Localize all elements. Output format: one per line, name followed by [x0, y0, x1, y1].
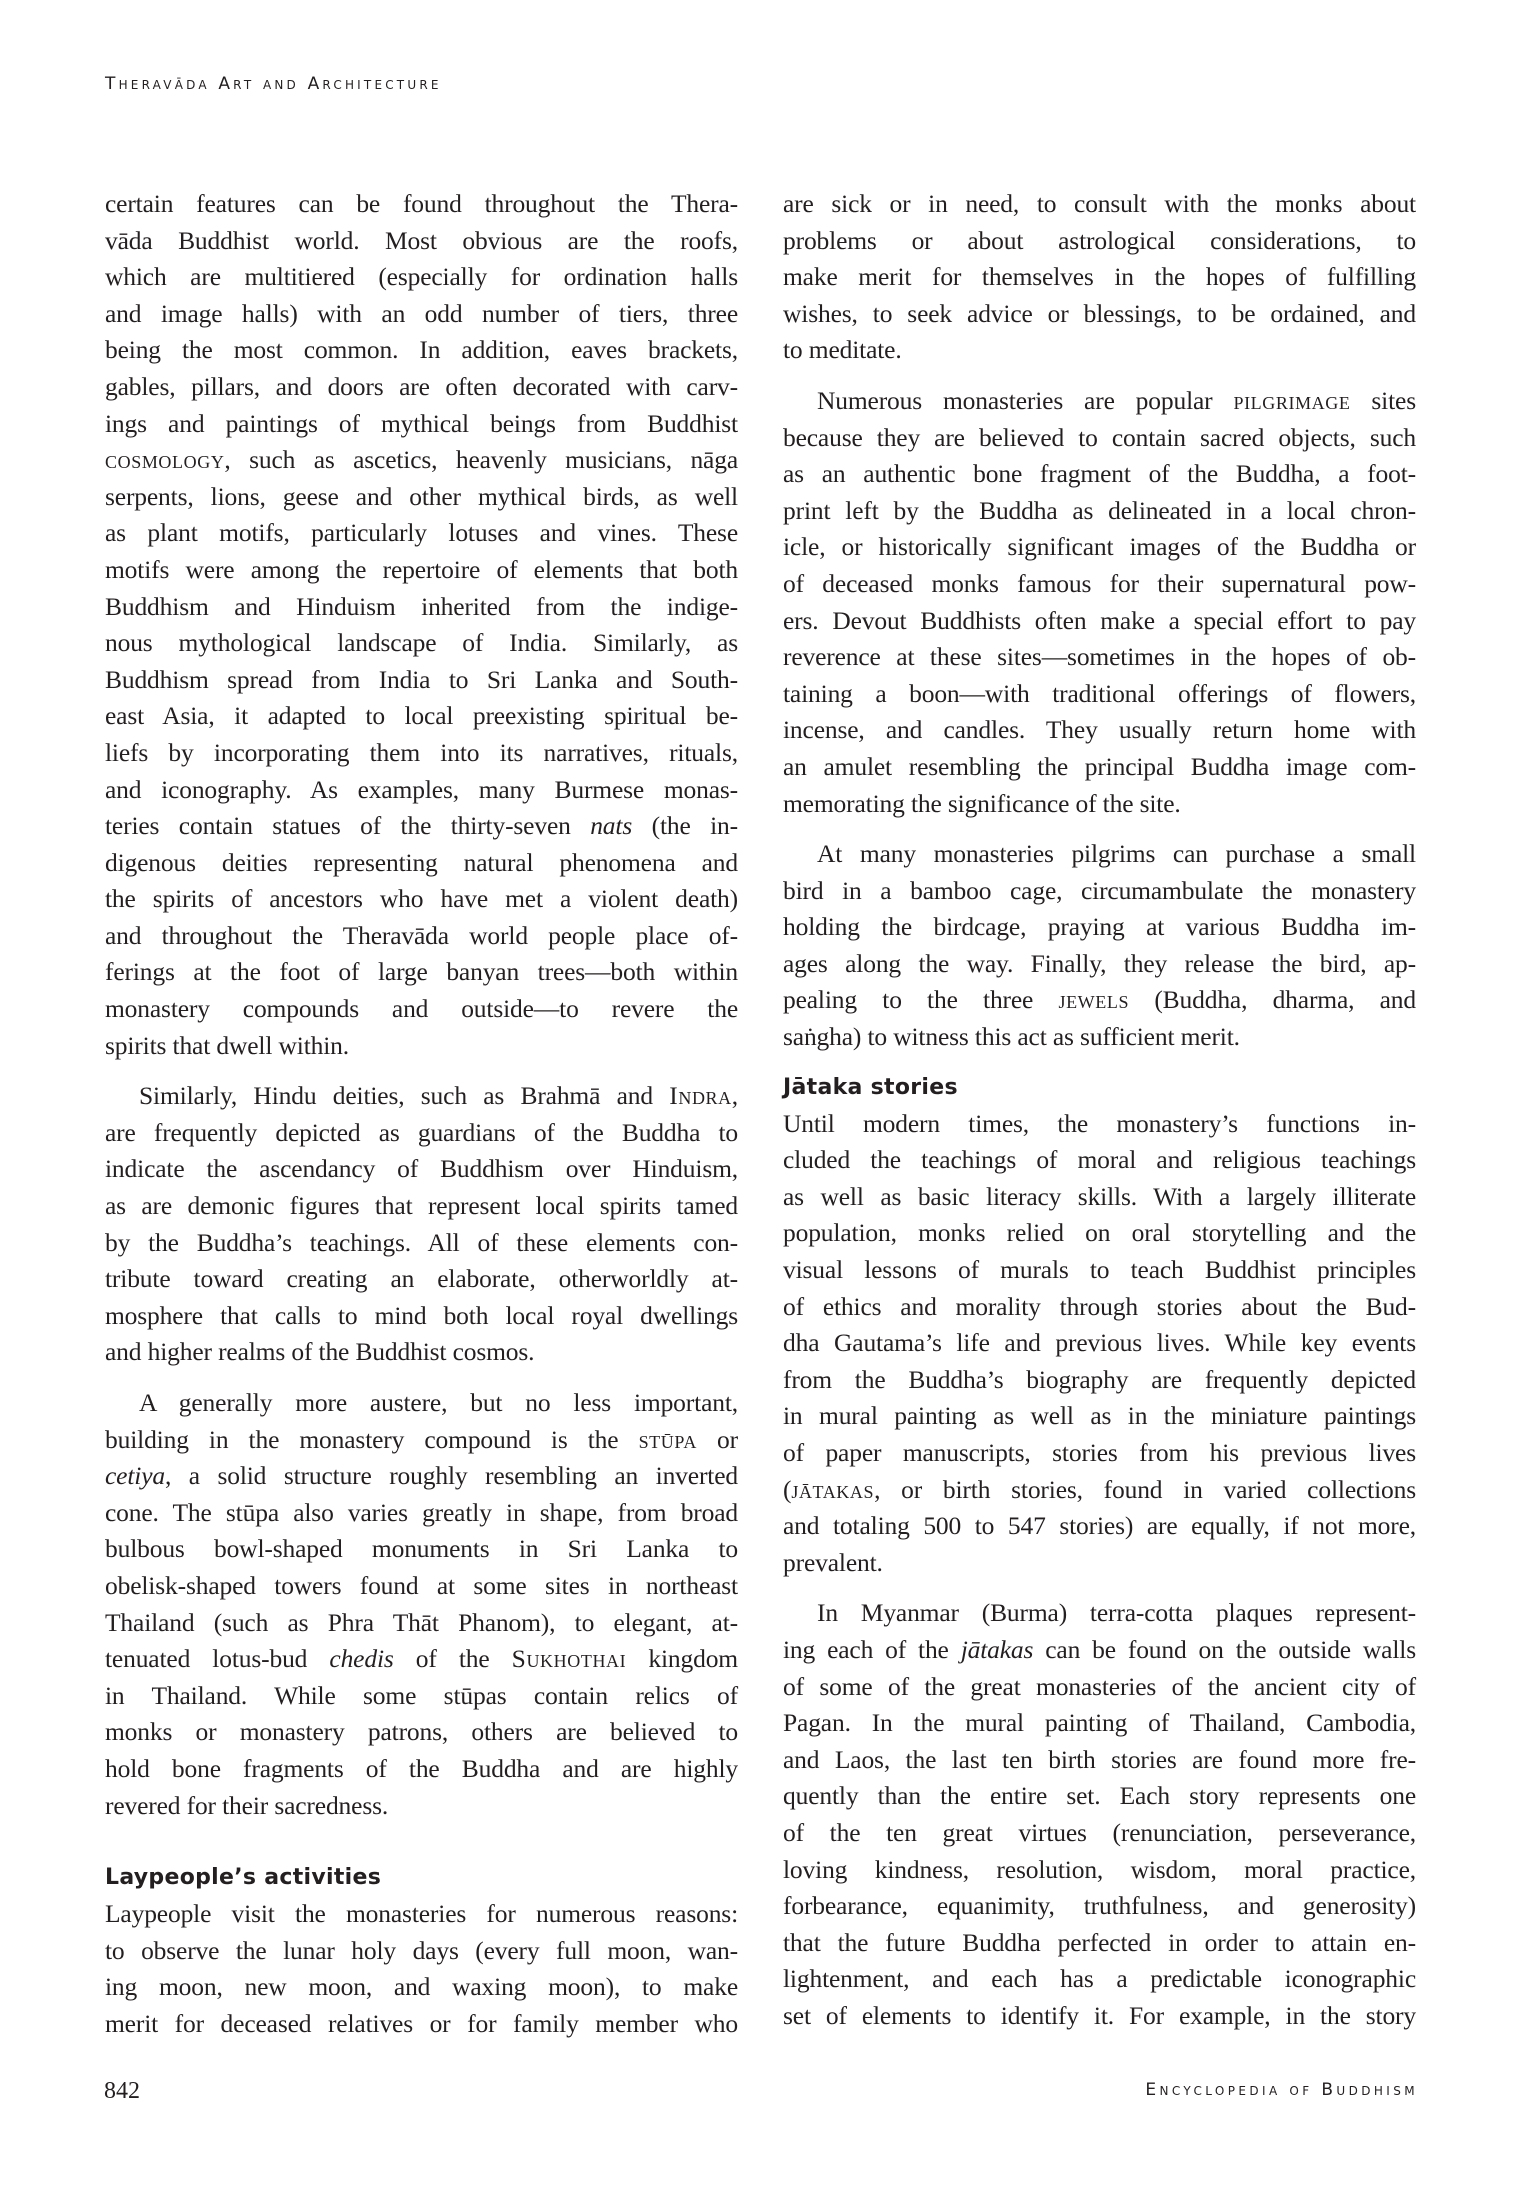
text-line: [105, 1641, 738, 1678]
left-column: [105, 186, 738, 2043]
text-line: merit for deceased relatives or for family member who: [105, 2008, 738, 2038]
page-number: 842: [104, 2078, 140, 2104]
text-line: monastery compounds and outside—to revere the: [105, 994, 738, 1024]
text-line: reverence at these sites—sometimes in the hopes of ob-: [783, 642, 1416, 672]
right-column: [783, 186, 1416, 2035]
text-line: and throughout the Theravāda world people place of-: [105, 920, 738, 950]
text-line: bulbous bowl-shaped monuments in Sri Lanka to: [105, 1534, 738, 1564]
text-line: [105, 1078, 738, 1115]
text-segment: of the: [393, 1644, 512, 1674]
text-line: gables, pillars, and doors are often decorated with carv-: [105, 371, 738, 401]
text-line: nous mythological landscape of India. Similarly, as: [105, 628, 738, 658]
text-line: to observe the lunar holy days (every full moon, wan-: [105, 1935, 738, 1965]
paragraph-gap: [783, 1581, 1416, 1595]
text-segment: ,: [731, 1081, 738, 1111]
paragraph-gap: [783, 822, 1416, 836]
text-line: [783, 383, 1416, 420]
text-line: and Laos, the last ten birth stories are found more fre-: [783, 1744, 1416, 1774]
text-line: incense, and candles. They usually return home with: [783, 715, 1416, 745]
text-line: vāda Buddhist world. Most obvious are the roofs,: [105, 225, 738, 255]
text-segment: ing each of the: [783, 1634, 961, 1664]
paragraph: [105, 1078, 738, 1371]
italic-term: chedis: [329, 1644, 394, 1674]
cross-reference: Indra: [669, 1081, 732, 1111]
text-line: Until modern times, the monastery’s functions in-: [783, 1108, 1416, 1138]
cross-reference: pilgrimage: [1233, 385, 1351, 415]
text-segment: Similarly, Hindu deities, such as Brahmā and: [139, 1081, 670, 1111]
text-segment: , or birth stories, found in varied collections: [874, 1474, 1416, 1504]
text-line: because they are believed to contain sacred objects, such: [783, 422, 1416, 452]
text-segment: (Buddha, dharma, and: [1129, 985, 1416, 1015]
section-gap: [105, 1824, 738, 1860]
text-segment: building in the monastery compound is the: [105, 1424, 639, 1454]
section-heading-jataka: Jātaka stories: [783, 1074, 958, 1100]
text-line: east Asia, it adapted to local preexisting spiritual be-: [105, 701, 738, 731]
text-line: to meditate.: [783, 335, 902, 365]
text-line: of some of the great monasteries of the ancient city of: [783, 1671, 1416, 1701]
cross-reference: jewels: [1058, 985, 1130, 1015]
paragraph: [783, 836, 1416, 1056]
paragraph: [105, 186, 738, 1064]
text-line: being the most common. In addition, eaves brackets,: [105, 335, 738, 365]
text-line: [783, 1632, 1416, 1669]
text-line: Buddhism spread from India to Sri Lanka and South-: [105, 664, 738, 694]
text-line: prevalent.: [783, 1547, 883, 1577]
text-line: forbearance, equanimity, truthfulness, and generosity): [783, 1891, 1416, 1921]
text-line: loving kindness, resolution, wisdom, moral practice,: [783, 1854, 1416, 1884]
text-line: ings and paintings of mythical beings from Buddhist: [105, 408, 738, 438]
text-line: certain features can be found throughout the Thera-: [105, 189, 738, 218]
text-line: In Myanmar (Burma) terra-cotta plaques represent-: [817, 1598, 1416, 1628]
text-line: [783, 1472, 1416, 1509]
text-line: ers. Devout Buddhists often make a special effort to pay: [783, 605, 1416, 635]
paragraph: [783, 186, 1416, 369]
cross-reference: jātakas: [791, 1474, 875, 1504]
text-line: liefs by incorporating them into its narratives, rituals,: [105, 737, 738, 767]
paragraph-gap: [105, 1371, 738, 1385]
text-line: hold bone fragments of the Buddha and are highly: [105, 1753, 738, 1783]
text-line: of the ten great virtues (renunciation, perseverance,: [783, 1817, 1416, 1847]
text-line: serpents, lions, geese and other mythical birds, as well: [105, 481, 738, 511]
text-line: as are demonic figures that represent local spirits tamed: [105, 1191, 738, 1221]
text-line: indicate the ascendancy of Buddhism over Hinduism,: [105, 1154, 738, 1184]
text-line: and iconography. As examples, many Burmese monas-: [105, 774, 738, 804]
paragraph: [105, 1385, 738, 1824]
text-line: taining a boon—with traditional offerings of flowers,: [783, 678, 1416, 708]
text-line: in mural painting as well as in the miniature paintings: [783, 1401, 1416, 1431]
text-line: and higher realms of the Buddhist cosmos.: [105, 1337, 535, 1367]
text-line: [105, 1458, 738, 1495]
text-line: bird in a bamboo cage, circumambulate the monastery: [783, 875, 1416, 905]
text-line: holding the birdcage, praying at various Buddha im-: [783, 912, 1416, 942]
text-line: ages along the way. Finally, they release the bird, ap-: [783, 948, 1416, 978]
text-line: ing moon, new moon, and waxing moon), to make: [105, 1972, 738, 2002]
text-line: motifs were among the repertoire of elements that both: [105, 554, 738, 584]
text-line: problems or about astrological considerations, to: [783, 225, 1416, 255]
cross-reference: stūpa: [638, 1424, 697, 1454]
text-line: dha Gautama’s life and previous lives. While key events: [783, 1328, 1416, 1358]
text-line: as well as basic literacy skills. With a largely illiterate: [783, 1181, 1416, 1211]
text-line: are frequently depicted as guardians of the Buddha to: [105, 1117, 738, 1147]
text-line: [105, 1422, 738, 1459]
cross-reference: Sukhothai: [511, 1644, 627, 1674]
italic-term: cetiya: [105, 1461, 165, 1491]
text-line: quently than the entire set. Each story represents one: [783, 1781, 1416, 1811]
text-segment: kingdom: [626, 1644, 738, 1674]
text-line: print left by the Buddha as delineated in a local chron-: [783, 495, 1416, 525]
text-segment: can be found on the outside walls: [1033, 1634, 1416, 1664]
text-line: At many monasteries pilgrims can purchase a small: [817, 839, 1416, 869]
text-line: spirits that dwell within.: [105, 1030, 350, 1060]
text-segment: teries contain statues of the thirty-seven: [105, 811, 591, 841]
paragraph: [105, 1896, 738, 2042]
paragraph: [783, 1106, 1416, 1582]
text-line: monks or monastery patrons, others are believed to: [105, 1717, 738, 1747]
text-line: and image halls) with an odd number of tiers, three: [105, 298, 738, 328]
running-head: Theravāda Art and Architecture: [105, 74, 442, 94]
text-line: set of elements to identify it. For example, in the story: [783, 2000, 1416, 2030]
text-line: from the Buddha’s biography are frequently depicted: [783, 1364, 1416, 1394]
text-line: revered for their sacredness.: [105, 1790, 389, 1820]
text-line: make merit for themselves in the hopes of fulfilling: [783, 262, 1416, 292]
paragraph-gap: [783, 369, 1416, 383]
italic-term: jātakas: [960, 1634, 1034, 1664]
text-line: [105, 808, 738, 845]
text-line: an amulet resembling the principal Buddha image com-: [783, 751, 1416, 781]
text-line: Pagan. In the mural painting of Thailand, Cambodia,: [783, 1708, 1416, 1738]
text-line: and totaling 500 to 547 stories) are equally, if not more,: [783, 1511, 1416, 1541]
text-line: as plant motifs, particularly lotuses and vines. These: [105, 518, 738, 548]
cross-reference: cosmology: [105, 445, 225, 475]
text-line: [783, 982, 1416, 1019]
paragraph: [783, 383, 1416, 822]
text-line: A generally more austere, but no less important,: [139, 1388, 738, 1417]
text-segment: (: [783, 1474, 792, 1504]
text-line: saṅgha) to witness this act as sufficient merit.: [783, 1022, 1240, 1052]
text-line: wishes, to seek advice or blessings, to be ordained, and: [783, 298, 1416, 328]
text-line: of paper manuscripts, stories from his previous lives: [783, 1438, 1416, 1467]
text-line: visual lessons of murals to teach Buddhist principles: [783, 1255, 1416, 1285]
text-line: digenous deities representing natural phenomena and: [105, 847, 738, 877]
text-segment: , a solid structure roughly resembling an inverted: [164, 1461, 738, 1491]
text-segment: Numerous monasteries are popular: [817, 385, 1234, 415]
text-line: cone. The stūpa also varies greatly in shape, from broad: [105, 1497, 738, 1527]
paragraph-gap: [783, 1056, 1416, 1070]
text-line: are sick or in need, to consult with the monks about: [783, 189, 1416, 218]
text-line: icle, or historically significant images of the Buddha or: [783, 532, 1416, 562]
text-line: Thailand (such as Phra Thāt Phanom), to elegant, at-: [105, 1607, 738, 1637]
text-line: tribute toward creating an elaborate, otherworldly at-: [105, 1264, 738, 1294]
text-line: which are multitiered (especially for ordination halls: [105, 262, 738, 292]
text-line: obelisk-shaped towers found at some sites in northeast: [105, 1570, 738, 1600]
paragraph: [783, 1595, 1416, 2034]
text-segment: (the in-: [632, 811, 739, 841]
footer-book-title: Encyclopedia of Buddhism: [1145, 2080, 1418, 2100]
text-line: Laypeople visit the monasteries for numerous reasons:: [105, 1899, 738, 1929]
text-line: cluded the teachings of moral and religious teachings: [783, 1145, 1416, 1175]
italic-term: nats: [590, 811, 633, 841]
section-heading-laypeople: Laypeople’s activities: [105, 1865, 382, 1891]
text-segment: sites: [1350, 385, 1416, 415]
text-line: population, monks relied on oral storytelling and the: [783, 1218, 1416, 1248]
text-line: of deceased monks famous for their supernatural pow-: [783, 568, 1416, 598]
text-segment: tenuated lotus-bud: [105, 1644, 330, 1674]
text-line: memorating the significance of the site.: [783, 788, 1181, 818]
text-line: Buddhism and Hinduism inherited from the indige-: [105, 591, 738, 621]
text-segment: pealing to the three: [783, 985, 1059, 1015]
text-line: as an authentic bone fragment of the Buddha, a foot-: [783, 459, 1416, 489]
text-line: mosphere that calls to mind both local royal dwellings: [105, 1300, 738, 1330]
text-line: that the future Buddha perfected in order to attain en-: [783, 1927, 1416, 1957]
text-segment: , such as ascetics, heavenly musicians, nāga: [224, 445, 738, 475]
text-line: [105, 442, 738, 479]
text-line: the spirits of ancestors who have met a violent death): [105, 884, 738, 914]
paragraph-gap: [105, 1064, 738, 1078]
text-line: ferings at the foot of large banyan trees—both within: [105, 957, 738, 987]
text-line: of ethics and morality through stories about the Bud-: [783, 1291, 1416, 1321]
text-segment: or: [696, 1424, 738, 1454]
text-line: lightenment, and each has a predictable iconographic: [783, 1964, 1416, 1994]
text-line: by the Buddha’s teachings. All of these elements con-: [105, 1227, 738, 1257]
text-line: in Thailand. While some stūpas contain relics of: [105, 1680, 738, 1710]
